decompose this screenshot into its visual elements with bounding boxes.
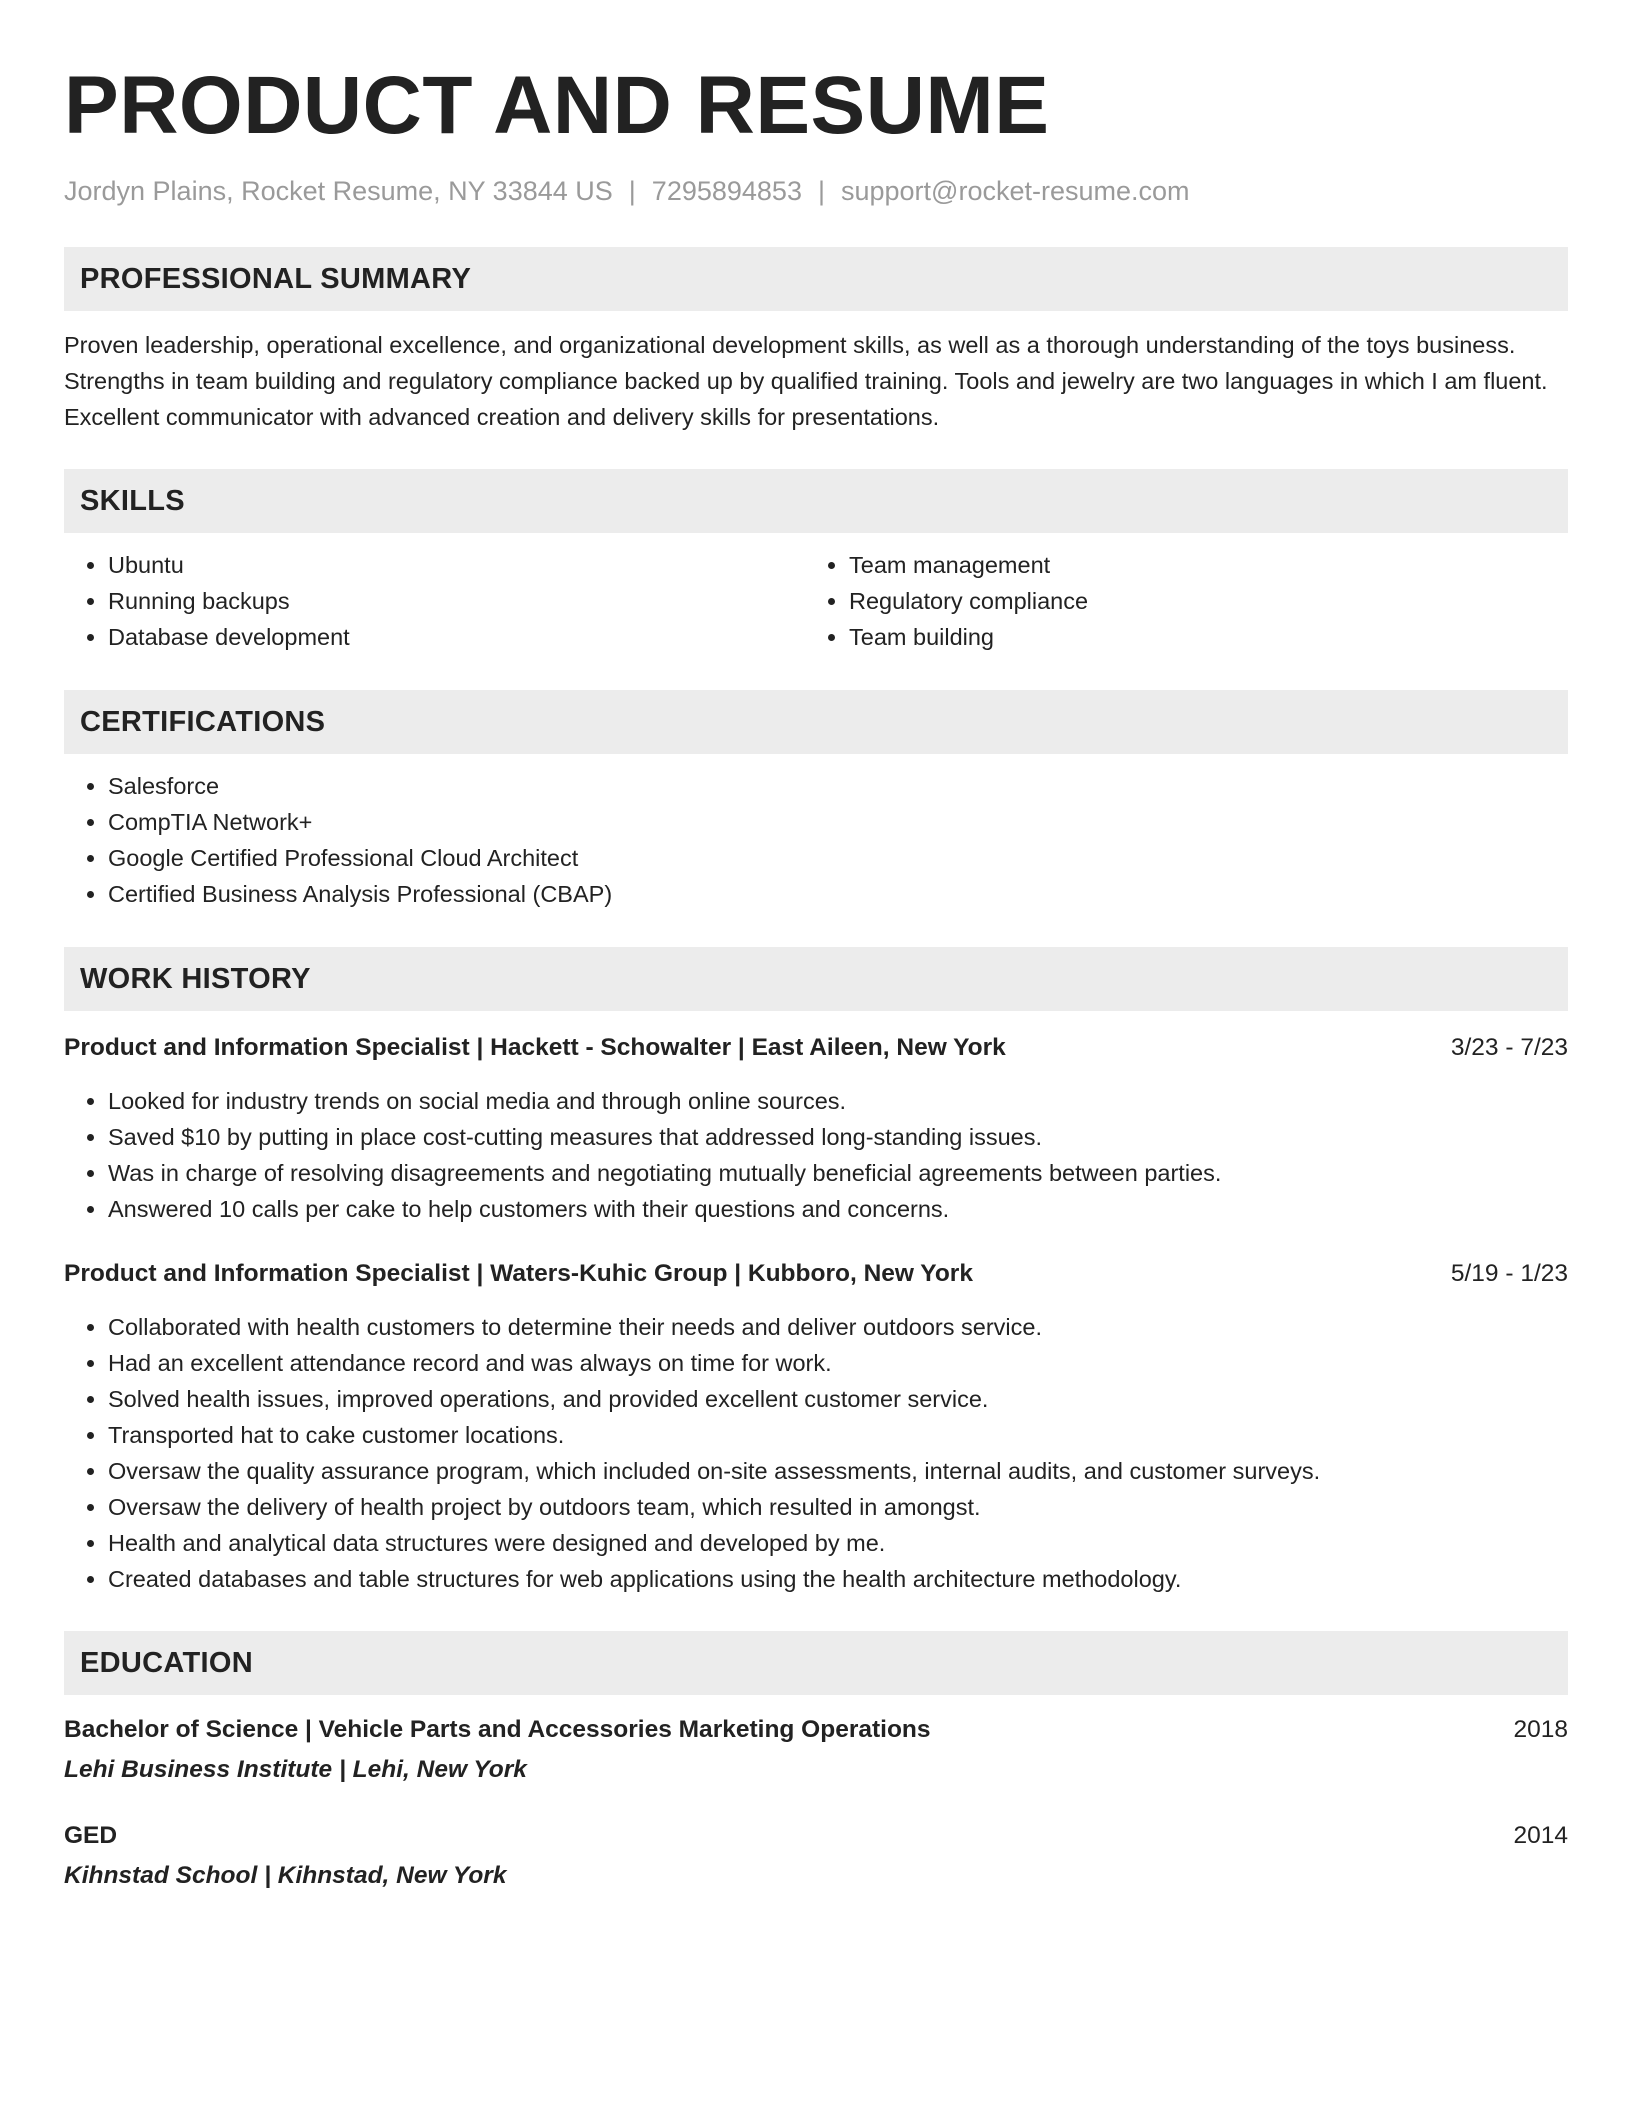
education-year: 2014 <box>1513 1822 1568 1849</box>
job-dates: 3/23 - 7/23 <box>1450 1034 1568 1061</box>
education-year: 2018 <box>1513 1716 1568 1743</box>
skill-item: • Ubuntu <box>108 547 805 583</box>
job-bullet: • Answered 10 calls per cake to help customers with their questions and concerns. <box>108 1191 1568 1227</box>
certification-item: • Salesforce <box>108 768 1568 804</box>
skills-column-right <box>805 547 1546 655</box>
job-bullet: • Oversaw the quality assurance program, which included on-site assessments, internal audits, and customer surveys. <box>108 1453 1568 1489</box>
job-bullets <box>64 1309 1568 1597</box>
job-header <box>64 1257 1568 1291</box>
education-header <box>64 1819 1568 1853</box>
education-degree: Bachelor of Science | Vehicle Parts and Accessories Marketing Operations <box>64 1716 931 1743</box>
job-entry <box>64 1031 1568 1227</box>
skill-item: • Running backups <box>108 583 805 619</box>
job-bullet: • Saved $10 by putting in place cost-cutting measures that addressed long-standing issues. <box>108 1119 1568 1155</box>
skill-item: • Regulatory compliance <box>849 583 1546 619</box>
job-bullet: • Oversaw the delivery of health project by outdoors team, which resulted in amongst. <box>108 1489 1568 1525</box>
job-bullet: • Created databases and table structures for web applications using the health architecture methodology. <box>108 1561 1568 1597</box>
job-bullet: • Had an excellent attendance record and was always on time for work. <box>108 1345 1568 1381</box>
education-degree: GED <box>64 1822 118 1849</box>
education-entry <box>64 1819 1568 1893</box>
skill-item: • Database development <box>108 619 805 655</box>
job-bullet: • Transported hat to cake customer locations. <box>108 1417 1568 1453</box>
education-header <box>64 1713 1568 1747</box>
contact-separator: | <box>628 176 636 206</box>
job-title: Product and Information Specialist | Waters-Kuhic Group | Kubboro, New York <box>64 1260 973 1287</box>
education-entry <box>64 1713 1568 1787</box>
job-dates: 5/19 - 1/23 <box>1450 1260 1568 1287</box>
skills-column-left <box>64 547 805 655</box>
contact-line <box>64 174 1568 208</box>
resume-name: PRODUCT AND RESUME <box>64 60 1050 151</box>
certification-item: • Certified Business Analysis Professional (CBAP) <box>108 876 1568 912</box>
job-bullet: • Solved health issues, improved operations, and provided excellent customer service. <box>108 1381 1568 1417</box>
skill-item: • Team building <box>849 619 1546 655</box>
contact-address: Jordyn Plains, Rocket Resume, NY 33844 US <box>64 176 613 206</box>
section-heading-education: EDUCATION <box>64 1631 1568 1695</box>
skills-list <box>64 547 1568 655</box>
job-bullet: • Collaborated with health customers to determine their needs and deliver outdoors service. <box>108 1309 1568 1345</box>
job-header <box>64 1031 1568 1065</box>
job-entry <box>64 1257 1568 1597</box>
section-heading-summary: PROFESSIONAL SUMMARY <box>64 247 1568 311</box>
contact-phone: 7295894853 <box>651 176 802 206</box>
certifications-list <box>64 768 1568 912</box>
contact-separator: | <box>817 176 825 206</box>
certification-item: • CompTIA Network+ <box>108 804 1568 840</box>
section-heading-skills: SKILLS <box>64 469 1568 533</box>
job-bullet: • Looked for industry trends on social media and through online sources. <box>108 1083 1568 1119</box>
section-heading-work-history: WORK HISTORY <box>64 947 1568 1011</box>
job-bullets <box>64 1083 1568 1227</box>
education-school: Kihnstad School | Kihnstad, New York <box>64 1862 507 1889</box>
summary-text: Proven leadership, operational excellence, and organizational development skills, as well as a thorough understanding of the toys business. Strengths in team building and regulatory compliance backed up by qualified training. Tools and jewelry are two languages in which I am fluent. Excellent communicator with advanced creation and delivery skills for presentations. <box>64 332 1548 430</box>
contact-email: support@rocket-resume.com <box>840 176 1190 206</box>
job-title: Product and Information Specialist | Hackett - Schowalter | East Aileen, New York <box>64 1034 1006 1061</box>
job-bullet: • Health and analytical data structures were designed and developed by me. <box>108 1525 1568 1561</box>
certification-item: • Google Certified Professional Cloud Architect <box>108 840 1568 876</box>
skill-item: • Team management <box>849 547 1546 583</box>
education-school: Lehi Business Institute | Lehi, New York <box>64 1756 527 1783</box>
section-heading-certifications: CERTIFICATIONS <box>64 690 1568 754</box>
job-bullet: • Was in charge of resolving disagreements and negotiating mutually beneficial agreements between parties. <box>108 1155 1568 1191</box>
